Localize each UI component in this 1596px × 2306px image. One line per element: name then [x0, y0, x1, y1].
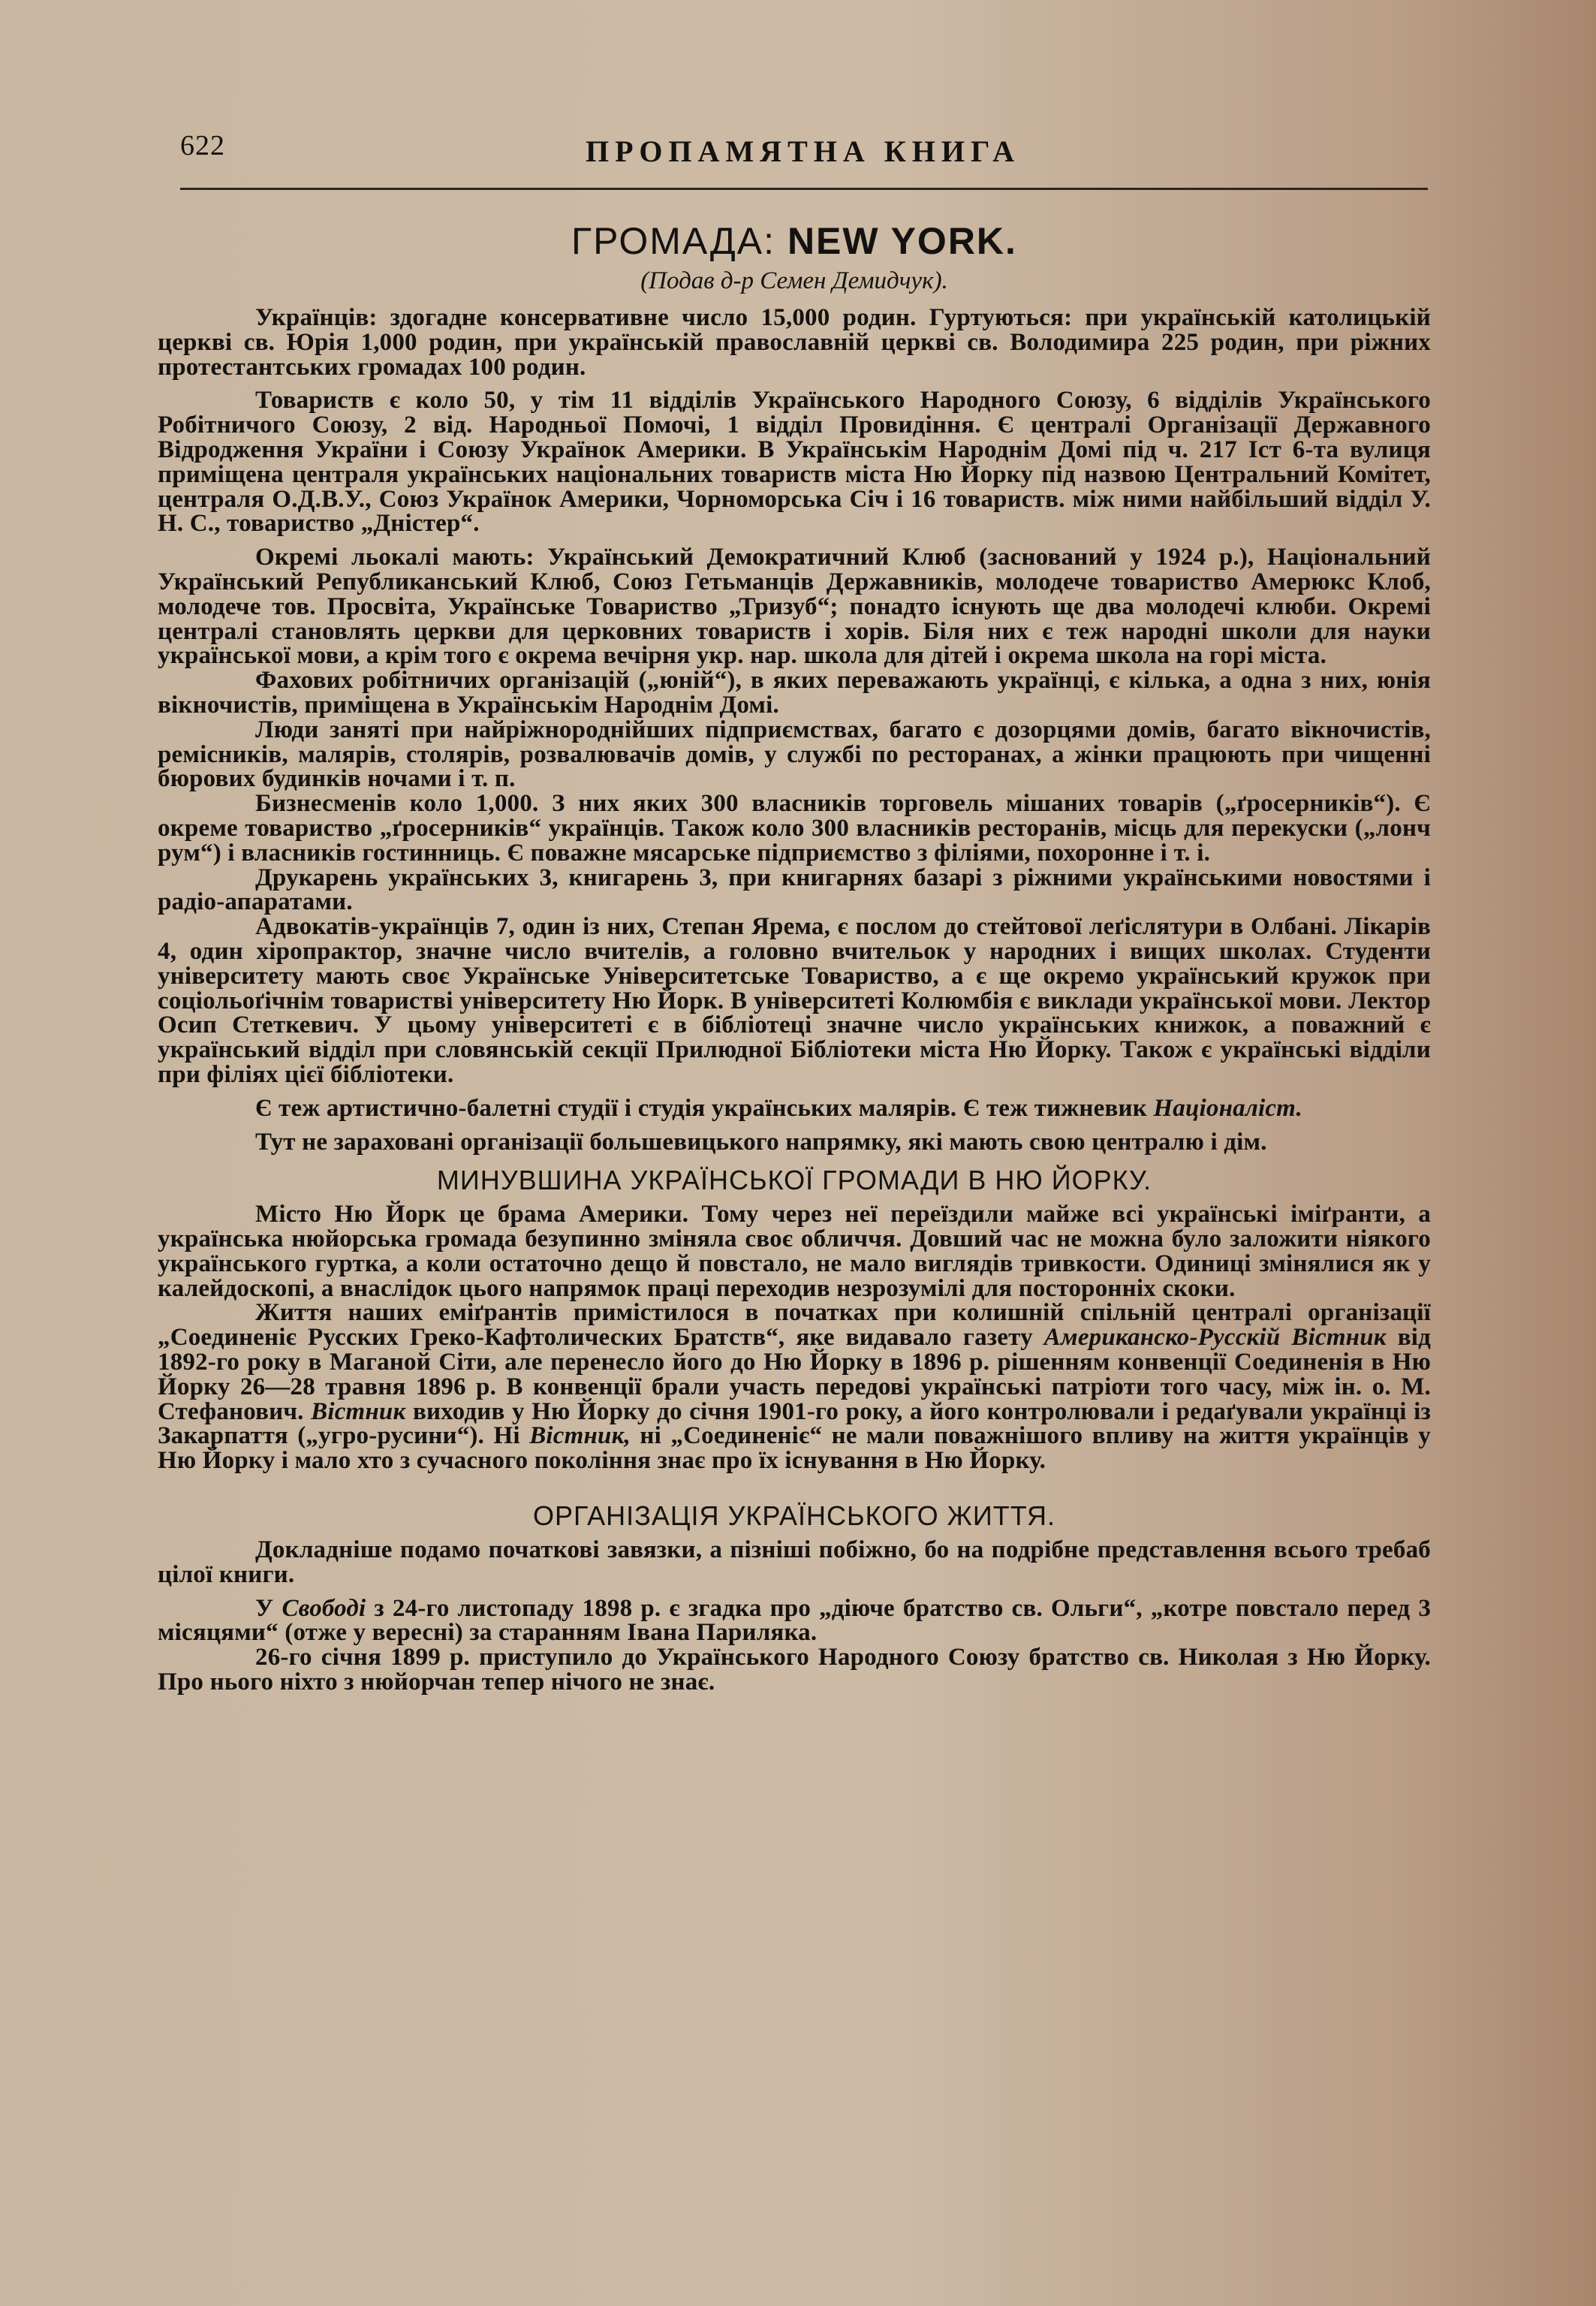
- history-text-c: виходив у Ню Йорку до січня 1901-го року, а його контролювали і редаґували українці із Закарпаття („угро-русини“). Ні: [158, 1397, 1431, 1450]
- paragraph-clubs: Окремі льокалі мають: Український Демократичний Клюб (заснований у 1924 р.), Національний Український Републиканський Клюб, Союз Гетьманців Державників, молодече товариство Амерюкс Клоб, молодече тов. Просвіта, Українське Товариство „Тризуб“; понадто існують ще два молодечі клюби. Окремі централі становлять церкви для церковних товариств і хорів. Біля них є теж народні школи для науки української мови, а крім того є окрема вечірня укр. нар. школа для дітей і окрема школа на горі міста.: [158, 544, 1431, 670]
- studios-text: Є теж артистично-балетні студії і студія українських малярів. Є теж тижневик: [255, 1094, 1147, 1122]
- org-text-b: з 24-го листопаду 1898 р. є згадка про „діюче братство св. Ольги“, „котре повстало перед 3 місяцями“ (отже у вересні) за старанням Івана Париляка.: [158, 1594, 1432, 1647]
- paragraph-org-nicholas: 26-го січня 1899 р. приступило до Українського Народного Союзу братство св. Николая з Ню Йорку. Про нього ніхто з нюйорчан тепер нічого не знає.: [158, 1644, 1431, 1696]
- section-heading-history: МИНУВШИНА УКРАЇНСЬКОЇ ГРОМАДИ В НЮ ЙОРКУ.: [436, 1165, 1152, 1196]
- paragraph-printers: Друкарень українських 3, книгарень 3, при книгарнях базарі з ріжними українськими новостями і радіо-апаратами.: [158, 864, 1431, 916]
- vistnyk-name: Вістник: [311, 1397, 406, 1425]
- article-title: [158, 219, 1431, 263]
- paragraph-population: Українців: здогадне консервативне число 15,000 родин. Гуртуються: при українській католицькій церкві св. Юрія 1,000 родин, при українській православній церкві св. Володимира 225 родин, при ріжних протестантських громадах 100 родин.: [158, 304, 1431, 381]
- history-text-a: Життя наших еміґрантів примістилося в початках при колишній спільній централі організації „Соединеніє Русских Греко-Кафтолических Братств“, яке видавало газету: [158, 1299, 1431, 1352]
- paragraph-occupations: Люди заняті при найріжнороднійших підприємствах, багато є дозорцями домів, багато вікночистів, ремісників, малярів, столярів, розвалювачів домів, у службі по ресторанах, а жінки працюють при чищенні бюрових будинків ночами і т. п.: [158, 716, 1431, 793]
- article-title-latin: NEW YORK.: [787, 220, 1017, 262]
- paragraph-history-gateway: Місто Ню Йорк це брама Америки. Тому через неї переїздили майже всі українські іміґранти, а українська нюйорська громада безупинно зміняла своє обличчя. Довший час не можна було заложити ніякого українського гуртка, а коли остаточно дещо й повстало, не мало виглядів тривкости. Одиниці змінялися як у калейдоскопі, а внаслідок цього напрямок праці переходив незрозумілі для посторонніх скоки.: [158, 1201, 1431, 1302]
- paragraph-history-emigrants: [158, 1301, 1431, 1473]
- weekly-name: Націоналіст.: [1153, 1094, 1302, 1122]
- page-number: 622: [180, 130, 225, 161]
- paragraph-societies: Товариств є коло 50, у тім 11 відділів Українського Народного Союзу, 6 відділів Українського Робітничого Союзу, 2 від. Народньої Помочі, 1 відділ Провидіння. Є централі Організації Державного Відродження України і Союзу Українок Америки. В Українськім Народнім Домі під ч. 217 Іст 6-та вулиця приміщена централя українських національних товариств міста Ню Йорку під назвою Центральний Комітет, централя О.Д.В.У., Союз Українок Америки, Чорноморська Січ і 16 товариств. між ними найбільший відділ У. Н. С., товариство „Дністер“.: [158, 387, 1431, 538]
- paragraph-org-svoboda: [158, 1596, 1431, 1646]
- paragraph-org-intro: Докладніше подамо початкові завязки, а пізніші побіжно, бо на подрібне представлення всього требаб цілої книги.: [158, 1536, 1431, 1588]
- history-text-b: від 1892-го року в Маганой Сіти, але перенесло його до Ню Йорку в 1896 р. рішенням конвенції Соединенія в Ню Йорку 26—28 травня 1896 р. В конвенції брали участь передові українські патріоти того часу, між ін. о. М. Стефанович.: [158, 1324, 1431, 1425]
- history-text-d: ні „Соединеніє“ не мали поважнішого впливу на життя українців у Ню Йорку і мало хто з сучасного покоління знає про їх існування в Ню Йорку.: [158, 1422, 1432, 1475]
- newspaper-name: Американско-Русскій Вістник: [1043, 1324, 1387, 1352]
- article-byline: (Подав д-р Семен Демидчук).: [640, 267, 948, 294]
- paragraph-note: Тут не зараховані організації большевицького напрямку, які мають свою централю і дім.: [255, 1128, 1267, 1156]
- paragraph-studios: [158, 1096, 1431, 1121]
- vistnyk-name-2: Вістник,: [529, 1422, 631, 1450]
- page-header: [180, 126, 1428, 190]
- svoboda-name: Свободі: [282, 1594, 366, 1622]
- page-body: [158, 219, 1431, 1695]
- paragraph-professionals: Адвокатів-українців 7, один із них, Степан Ярема, є послом до стейтової леґіслятури в Олбані. Лікарів 4, один хіропрактор, значне число вчителів, а головно вчительок у народних і вищих школах. Студенти університету мають своє Українське Університетське Товариство, а є ще окремо український кружок при соціольоґічнім товаристві університету Ню Йорк. В університеті Колюмбія є виклади української мови. Лектор Осип Стеткевич. У цьому університеті є в бібліотеці значне число українських книжок, а поважний є український відділ при словянській секції Прилюдної Бібліотеки міста Ню Йорку. Також є українські відділи при філіях цієї бібліотеки.: [158, 913, 1431, 1088]
- org-text-a: У: [255, 1594, 274, 1622]
- section-heading-organization: ОРГАНІЗАЦІЯ УКРАЇНСЬКОГО ЖИТТЯ.: [533, 1500, 1055, 1532]
- paragraph-businessmen: Бизнесменів коло 1,000. З них яких 300 власників торговель мішаних товарів („ґросерників“). Є окреме товариство „ґросерників“ українців. Також коло 300 власників ресторанів, місць для перекуски („лонч рум“) і власників гостинниць. Є поважне мясарське підприємство з філіями, похоронне і т. і.: [158, 790, 1431, 867]
- running-title: ПРОПАМЯТНА КНИГА: [586, 134, 1020, 168]
- article-title-cyrillic: ГРОМАДА:: [571, 220, 776, 262]
- paragraph-unions: Фахових робітничих організацій („юній“), в яких переважають українці, є кілька, а одна з них, юнія вікночистів, приміщена в Українськім Народнім Домі.: [158, 667, 1431, 719]
